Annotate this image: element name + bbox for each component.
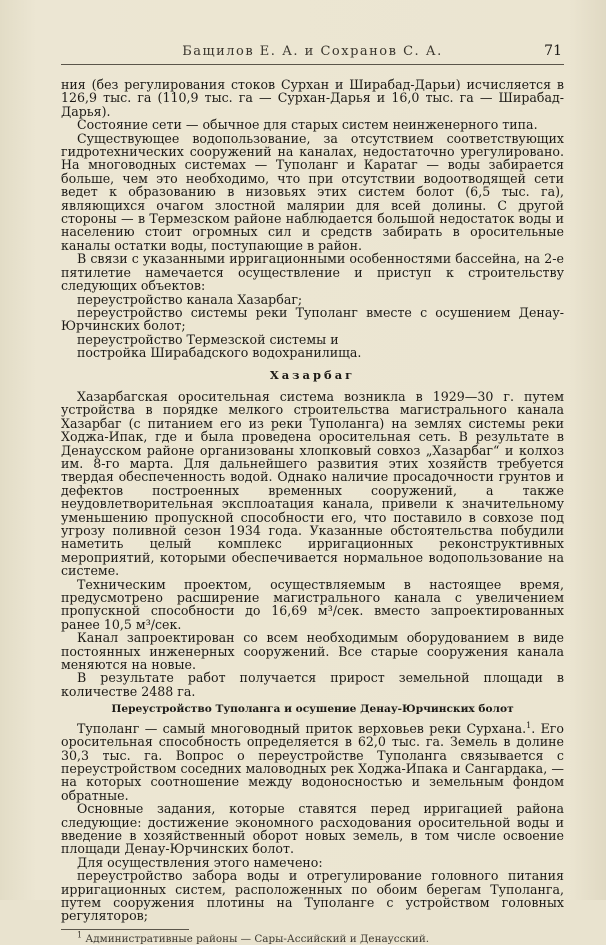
paragraph: Для осуществления этого намечено: — [77, 854, 323, 870]
footnote-text: Административные районы — Сары-Ассийский и Денаусский. — [85, 932, 430, 945]
footnote-mark: 1 — [77, 930, 83, 940]
list-item: переустройство системы реки Туполанг вместе с осушением Денау-Юрчинских болот; — [61, 304, 564, 334]
paragraph-text: . Его оросительная способность определяется в 62,0 тыс. га. Земель в долине 30,3 тыс. га. Вопрос о переустройстве Туполанга связывается с переустройством соседних маловодных рек Ходжа-Ипака и Сангардака, — на которых соотношение между водоносностью и земельным фондом обратные. — [61, 720, 564, 803]
paragraph — [61, 722, 564, 802]
paragraph-text: Туполанг — самый многоводный приток верховьев реки Сурхана. — [77, 720, 527, 736]
body-text — [61, 78, 564, 945]
paragraph: Канал запроектирован со всем необходимым оборудованием в виде постоянных инженерных сооружений. Все старые сооружения канала меняются на новые. — [61, 630, 564, 673]
running-title: Бащилов Е. А. и Сохранов С. А. — [182, 44, 443, 59]
paragraph: ния (без регулирования стоков Сурхан и Ширабад-Дарьи) исчисляется в 126,9 тыс. га (110,9 тыс. га — Сурхан-Дарья и 16,0 тыс. га — Ширабад-Дарья). — [61, 77, 564, 119]
footnote — [61, 930, 564, 945]
section-heading-khazarbag: Хазарбаг — [269, 367, 356, 382]
page-number: 71 — [544, 43, 562, 59]
paragraph: переустройство забора воды и отрегулирование головного питания ирригационных систем, расположенных по обоим берегам Туполанга, путем сооружения плотины на Туполанге с устройством головных регуляторов; — [61, 868, 564, 924]
running-header — [61, 42, 564, 65]
paragraph: Хазарбагская оросительная система возникла в 1929—30 г. путем устройства в порядке мелкого строительства магистрального канала Хазарбаг (с питанием его из реки Туполанга) на землях системы реки Ходжа-Ипак, где и была проведена оросительная сеть. В результате в Денаусском районе организованы хлопковый совхоз „Хазарбаг“ и колхоз им. 8-го марта. Для дальнейшего развития этих хозяйств требуется твердая обеспеченность водой. Однако наличие просадочности грунтов и дефектов построенных временных сооружений, а также неудовлетворительная эксплоатация канала, привели к значительному уменьшению пропускной способности его, что поставило в совхозе под угрозу поливной сезон 1934 года. Указанные обстоятельства побудили наметить целый комплекс ирригационных реконструктивных мероприятий, которыми обеспечивается нормальное водопользование на системе. — [61, 388, 564, 579]
list-item: переустройство Термезской системы и — [77, 331, 339, 347]
section-heading-tupolang: Переустройство Туполанга и осушение Денау-Юрчинских болот — [111, 703, 514, 716]
paragraph: В результате работ получается прирост земельной площади в количестве 2488 га. — [61, 670, 564, 699]
list-item: переустройство канала Хазарбаг; — [77, 291, 303, 307]
paragraph: Состояние сети — обычное для старых систем неинженерного типа. — [77, 117, 538, 133]
list-item: постройка Ширабадского водохранилища. — [77, 345, 362, 361]
footnote-reference: 1 — [526, 720, 532, 730]
paragraph: Основные задания, которые ставятся перед ирригацией района следующие: достижение экономного расходования оросительной воды и введение в хозяйственный оборот новых земель, в том числе освоение площади Денау-Юрчинских болот. — [61, 801, 564, 857]
paragraph: Техническим проектом, осуществляемым в настоящее время, предусмотрено расширение магистрального канала с увеличением пропускной способности до 16,69 м³/сек. вместо запроектированных ранее 10,5 м³/сек. — [61, 576, 564, 632]
paragraph: В связи с указанными ирригационными особенностями бассейна, на 2-е пятилетие намечается осуществление и приступ к строительству следующих объектов: — [61, 251, 564, 294]
paragraph: Существующее водопользование, за отсутствием соответствующих гидротехнических сооружений на каналах, недостаточно урегулировано. На многоводных системах — Туполанг и Каратаг — воды забирается больше, чем это необходимо, что при отсутствии водоотводящей сети ведет к образованию в низовьях этих систем болот (6,5 тыс. га), являющихся очагом злостной малярии для всей долины. С другой стороны — в Термезском районе наблюдается большой недостаток воды и населению стоит огромных сил и средств забирать в оросительные каналы остатки воды, поступающие в район. — [61, 130, 564, 253]
